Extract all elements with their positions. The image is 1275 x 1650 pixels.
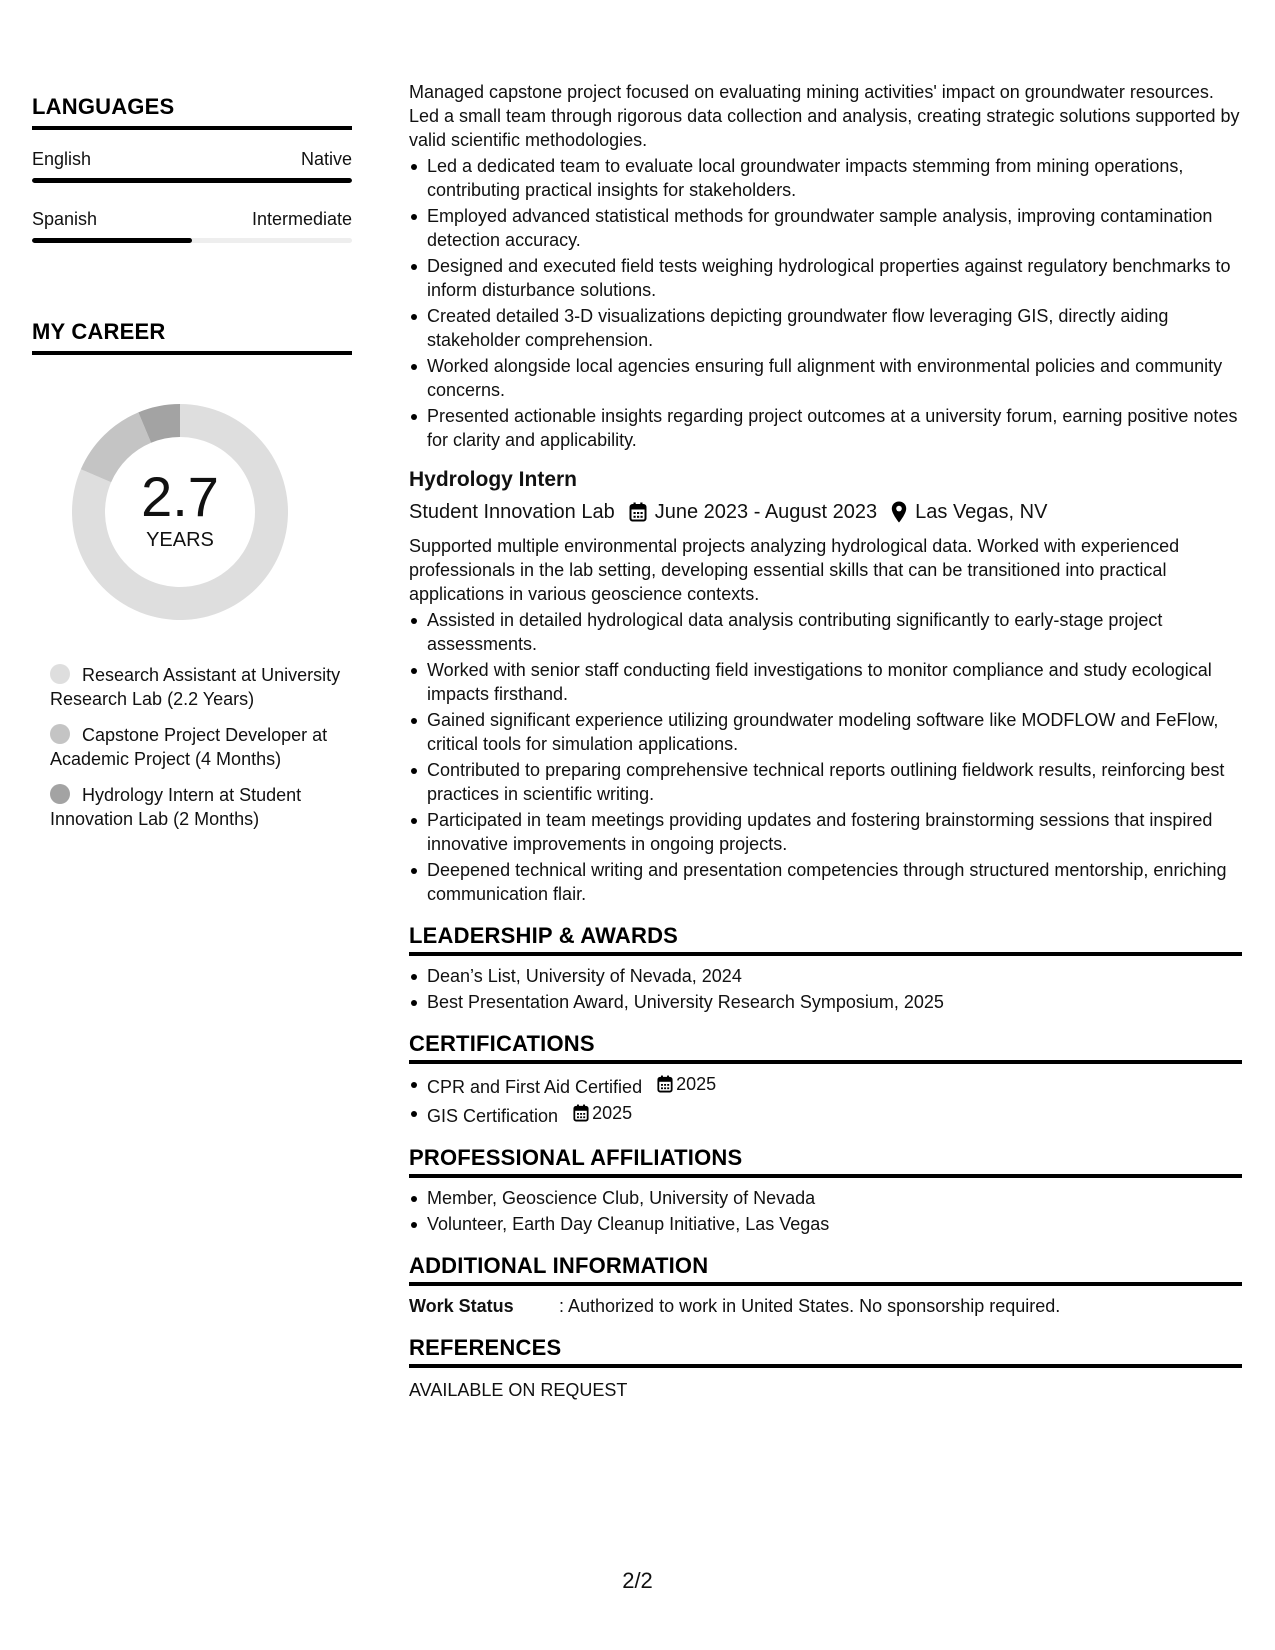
- affiliation-item: Member, Geoscience Club, University of Nevada: [409, 1186, 1242, 1210]
- language-proficiency-fill: [32, 238, 192, 243]
- additional-info-heading: ADDITIONAL INFORMATION: [409, 1254, 1242, 1286]
- calendar-icon: [629, 502, 647, 522]
- job-summary: Supported multiple environmental projects analyzing hydrological data. Worked with experienced professionals in the lab setting, developing essential skills that can be transitioned into practical applications in various geoscience contexts.: [409, 536, 1180, 604]
- career-legend-item: [50, 723, 352, 771]
- career-heading: MY CAREER: [32, 319, 352, 355]
- language-name: English: [32, 149, 92, 169]
- certification-item: [409, 1101, 1242, 1128]
- language-name: Spanish: [32, 209, 98, 229]
- certifications-section: [409, 1032, 1242, 1128]
- career-legend: [50, 663, 352, 831]
- career-total-unit: YEARS: [146, 528, 214, 551]
- language-proficiency-fill: [32, 178, 352, 183]
- leadership-heading: LEADERSHIP & AWARDS: [409, 924, 1242, 956]
- references-section: [409, 1336, 1242, 1402]
- job-meta: [409, 498, 1242, 526]
- references-heading: REFERENCES: [409, 1336, 1242, 1368]
- job-bullet: Gained significant experience utilizing groundwater modeling software like MODFLOW and FeFlow, critical tools for simulation applications.: [409, 708, 1242, 756]
- job-bullet: Worked alongside local agencies ensuring full alignment with environmental policies and community concerns.: [409, 354, 1242, 402]
- legend-dot-icon: [50, 784, 70, 804]
- language-proficiency-bar: [32, 178, 352, 183]
- certification-year: 2025: [592, 1103, 633, 1123]
- work-status-value: : Authorized to work in United States. No sponsorship required.: [559, 1296, 1061, 1316]
- job-bullet: Deepened technical writing and presentation competencies through structured mentorship, enriching communication flair.: [409, 858, 1242, 906]
- languages-section: [32, 94, 352, 243]
- job-bullet: Employed advanced statistical methods for groundwater sample analysis, improving contamination detection accuracy.: [409, 204, 1242, 252]
- job-bullet: Created detailed 3-D visualizations depicting groundwater flow leveraging GIS, directly aiding stakeholder comprehension.: [409, 304, 1242, 352]
- language-item: [32, 149, 352, 183]
- job-title: Hydrology Intern: [409, 468, 578, 491]
- award-item: Dean’s List, University of Nevada, 2024: [409, 964, 1242, 988]
- job-dates: June 2023 - August 2023: [654, 501, 878, 523]
- page-number: 2/2: [622, 1568, 653, 1593]
- legend-dot-icon: [50, 724, 70, 744]
- career-legend-label: Hydrology Intern at Student Innovation Lab (2 Months): [50, 785, 302, 829]
- job-bullet: Designed and executed field tests weighing hydrological properties against regulatory benchmarks to inform disturbance solutions.: [409, 254, 1242, 302]
- main-content: [409, 80, 1242, 1402]
- certification-name: GIS Certification: [427, 1106, 559, 1126]
- affiliations-heading: PROFESSIONAL AFFILIATIONS: [409, 1146, 1242, 1178]
- additional-info-section: [409, 1254, 1242, 1318]
- certification-name: CPR and First Aid Certified: [427, 1077, 643, 1097]
- job-bullet: Worked with senior staff conducting field investigations to monitor compliance and study ecological impacts firsthand.: [409, 658, 1242, 706]
- career-legend-label: Capstone Project Developer at Academic Project (4 Months): [50, 725, 328, 769]
- affiliations-section: [409, 1146, 1242, 1236]
- language-proficiency-bar: [32, 238, 352, 243]
- certification-item: [409, 1072, 1242, 1099]
- language-level: Native: [300, 149, 352, 169]
- language-level: Intermediate: [251, 209, 352, 229]
- work-status-row: [409, 1294, 1242, 1318]
- career-donut-chart: [65, 397, 295, 627]
- award-item: Best Presentation Award, University Research Symposium, 2025: [409, 990, 1242, 1014]
- leadership-section: [409, 924, 1242, 1014]
- affiliation-item: Volunteer, Earth Day Cleanup Initiative, Las Vegas: [409, 1212, 1242, 1236]
- job-company: Student Innovation Lab: [409, 501, 615, 523]
- career-legend-label: Research Assistant at University Research Lab (2.2 Years): [50, 665, 341, 709]
- career-section: [32, 319, 352, 831]
- job-bullet: Participated in team meetings providing updates and fostering brainstorming sessions that inspired innovative improvements in ongoing projects.: [409, 808, 1242, 856]
- references-text: AVAILABLE ON REQUEST: [409, 1380, 628, 1400]
- legend-dot-icon: [50, 664, 70, 684]
- job-bullets: [409, 154, 1242, 452]
- certification-year: 2025: [676, 1074, 717, 1094]
- job-location: Las Vegas, NV: [915, 501, 1048, 523]
- calendar-icon: [573, 1104, 589, 1122]
- job-bullet: Led a dedicated team to evaluate local groundwater impacts stemming from mining operations, contributing practical insights for stakeholders.: [409, 154, 1242, 202]
- work-status-label: Work Status: [409, 1296, 514, 1316]
- language-item: [32, 209, 352, 243]
- job-bullet: Contributed to preparing comprehensive technical reports outlining fieldwork results, reinforcing best practices in scientific writing.: [409, 758, 1242, 806]
- sidebar: [32, 94, 352, 843]
- calendar-icon: [657, 1075, 673, 1093]
- intern-entry: [409, 466, 1242, 906]
- location-pin-icon: [891, 501, 907, 523]
- job-bullet: Presented actionable insights regarding project outcomes at a university forum, earning positive notes for clarity and applicability.: [409, 404, 1242, 452]
- job-bullets: [409, 608, 1242, 906]
- career-total-years: 2.7: [141, 464, 219, 528]
- career-legend-item: [50, 783, 352, 831]
- languages-heading: LANGUAGES: [32, 94, 352, 130]
- certifications-heading: CERTIFICATIONS: [409, 1032, 1242, 1064]
- job-summary: Managed capstone project focused on evaluating mining activities' impact on groundwater resources. Led a small team through rigorous data collection and analysis, creating strategic solutions supported by valid scientific methodologies.: [409, 82, 1240, 150]
- career-legend-item: [50, 663, 352, 711]
- capstone-entry: [409, 80, 1242, 452]
- job-bullet: Assisted in detailed hydrological data analysis contributing significantly to early-stage project assessments.: [409, 608, 1242, 656]
